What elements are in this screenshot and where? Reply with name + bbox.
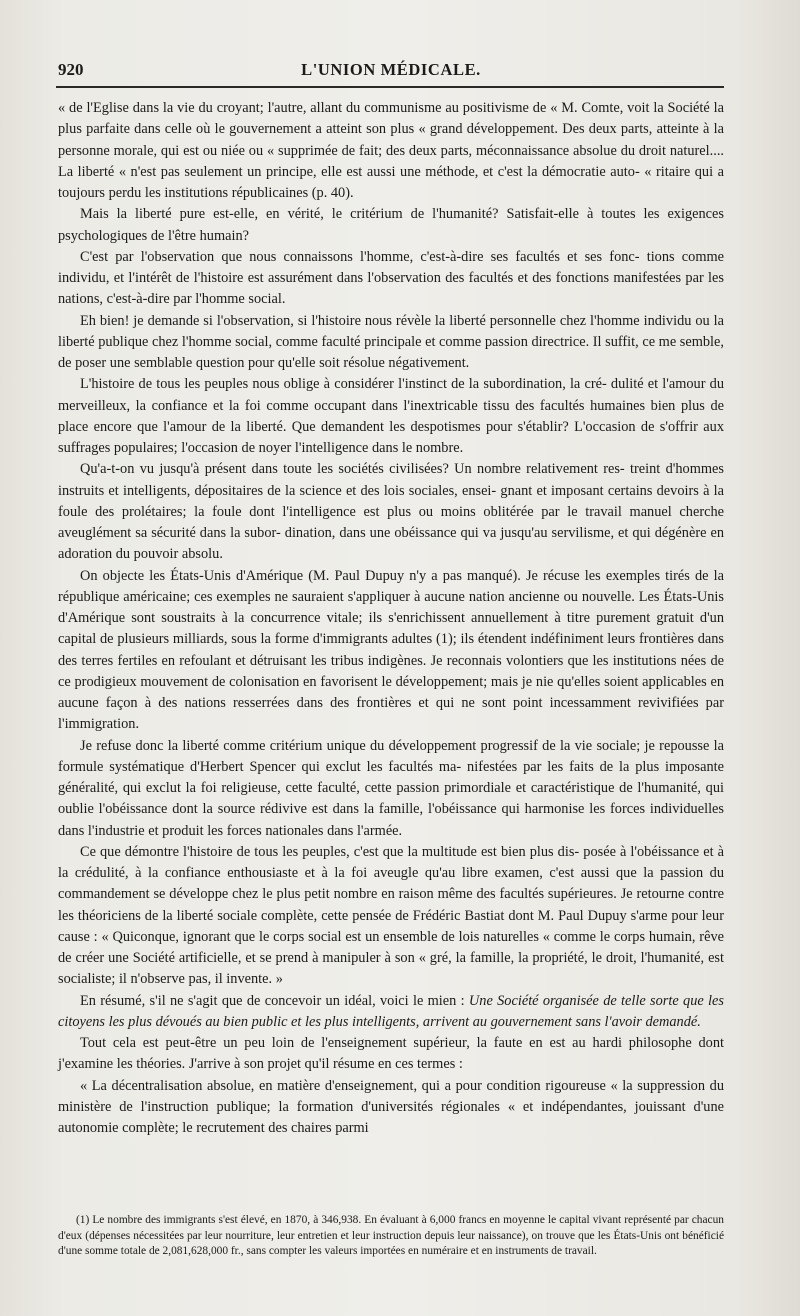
running-title: L'UNION MÉDICALE.: [301, 60, 481, 79]
resume-paragraph: [58, 991, 724, 1034]
paragraph: Qu'a-t-on vu jusqu'à présent dans toute les sociétés civilisées? Un nombre relativement res- treint d'hommes instruits et intelligents, dépositaires de la science et des lois sociales, ensei- gnant et imposant certains devoirs à la foule des prolétaires; la foule dont l'intelligence est plus ou moins oblitérée par le travail manuel cherche aveuglément sa sécurité dans la subor- dination, dans une obéissance qui va jusqu'au servilisme, et qui dégénère en adoration du pouvoir absolu.: [58, 461, 724, 563]
resume-ideal-italic: Une Société organisée de telle sorte que les citoyens les plus dévoués au bien public et les plus intelligents, arrivent au gouvernement sans l'avoir demandé.: [58, 992, 724, 1030]
paragraph: Tout cela est peut-être un peu loin de l'enseignement supérieur, la faute en est au hardi philosophe dont j'examine les théories. J'arrive à son projet qu'il résume en ces termes :: [58, 1035, 724, 1073]
quote-paragraph: « de l'Eglise dans la vie du croyant; l'autre, allant du communisme au positivisme de « M. Comte, voit la Société la plus parfaite dans celle où le gouvernement a atteint son plus « grand développement. Des deux parts, atteinte à la personne morale, qui est ou niée ou « supprimée de fait; des deux parts, méconnaissance absolue du droit naturel.... La liberté « n'est pas seulement un principe, elle est aussi une méthode, et c'est la démocratie auto- « ritaire qui a toujours perdu les institutions républicaines (p. 40).: [58, 100, 724, 201]
footnote-text: (1) Le nombre des immigrants s'est élevé, en 1870, à 346,938. En évaluant à 6,000 francs en moyenne le capital vivant représenté par chacun d'eux (dépenses nécessitées par leur nourriture, leur entretien et leur instruction depuis leur naissance), on trouve que les États-Unis ont bénéficié d'une somme totale de 2,081,628,000 fr., sans compter les valeurs importées en numéraire et en instruments de travail.: [58, 1214, 724, 1257]
page-header: [58, 54, 724, 80]
paragraph: On objecte les États-Unis d'Amérique (M. Paul Dupuy n'y a pas manqué). Je récuse les exemples tirés de la république américaine; ces exemples ne sauraient s'appliquer à aucune nation ancienne ou nouvelle. Les États-Unis d'Amérique sont soustraits à la concurrence vitale; ils s'enrichissent annuellement à titre purement gratuit d'un capital de plusieurs milliards, sous la forme d'immigrants adultes (1); ils étendent indéfiniment leurs frontières dans des terres fertiles en refoulant et détruisant les tribus indigènes. Je reconnais volontiers que les institutions nées de ce prodigieux mouvement de colonisation en favorisent le développement; mais je nie qu'elles soient applicables en aucune façon à des nations resserrées dans des frontières et qui ne sont point incessamment revivifiées par l'immigration.: [58, 567, 724, 733]
paragraph: C'est par l'observation que nous connaissons l'homme, c'est-à-dire ses facultés et ses fonc- tions comme individu, et l'intérêt de l'histoire est assurément dans l'observation des facultés et des fonctions manifestées par les nations, c'est-à-dire par l'homme social.: [58, 248, 724, 308]
quote-paragraph: « La décentralisation absolue, en matière d'enseignement, qui a pour condition rigoureuse « la suppression du ministère de l'instruction publique; la formation d'universités régionales « et indépendantes, jouissant d'une autonomie complète; le recrutement des chaires parmi: [58, 1077, 724, 1136]
footnote: [58, 1213, 724, 1260]
paragraph: Je refuse donc la liberté comme critérium unique du développement progressif de la vie sociale; je repousse la formule systématique d'Herbert Spencer qui exclut les facultés ma- nifestées par les faits de la plus imposante généralité, qui exclut la foi religieuse, cette faculté, cette passion primordiale et caractéristique de l'humanité, qui oublie l'obéissance dont la source rédivive est dans la famille, l'obéissance qui harmonise les forces individuelles dans l'industrie et produit les forces nationales dans l'armée.: [58, 737, 724, 839]
resume-lead: En résumé, s'il ne s'agit que de concevoir un idéal, voici le mien :: [80, 992, 469, 1009]
page-number: 920: [58, 60, 84, 79]
header-rule: [56, 86, 724, 88]
paragraph: Ce que démontre l'histoire de tous les peuples, c'est que la multitude est bien plus dis- posée à l'obéissance et à la crédulité, à la confiance enthousiaste et à la foi aveugle qu'au libre examen, c'est aussi que la passion du commandement se développe chez le plus petit nombre en raison même des facultés supérieures. Je retourne contre les théoriciens de la liberté sociale complète, cette pensée de Frédéric Bastiat dont M. Paul Dupuy s'arme pour leur cause : « Quiconque, ignorant que le corps social est un ensemble de lois naturelles « comme le corps humain, rêve de créer une Société artificielle, et se prend à manipuler à son « gré, la famille, la propriété, le droit, l'humanité, est socialiste; il n'observe pas, il invente. »: [58, 843, 724, 988]
paragraph: Mais la liberté pure est-elle, en vérité, le critérium de l'humanité? Satisfait-elle à toutes les exigences psychologiques de l'être humain?: [58, 206, 724, 244]
paragraph: L'histoire de tous les peuples nous oblige à considérer l'instinct de la subordination, la cré- dulité et l'amour du merveilleux, la confiance et la foi comme occupant dans l'inextricable tissu des facultés humaines bien plus de place encore que l'amour de la liberté. Que demandent les despotismes pour s'établir? L'occasion de s'offrir aux suffrages populaires; l'occasion de noyer l'intelligence dans le nombre.: [58, 376, 724, 456]
paragraph: Eh bien! je demande si l'observation, si l'histoire nous révèle la liberté personnelle chez l'homme individu ou la liberté publique chez l'homme social, comme faculté principale et comme passion directrice. Il suffit, ce me semble, de poser une semblable question pour qu'elle soit résolue négativement.: [58, 312, 724, 371]
article-body: [58, 98, 724, 1139]
